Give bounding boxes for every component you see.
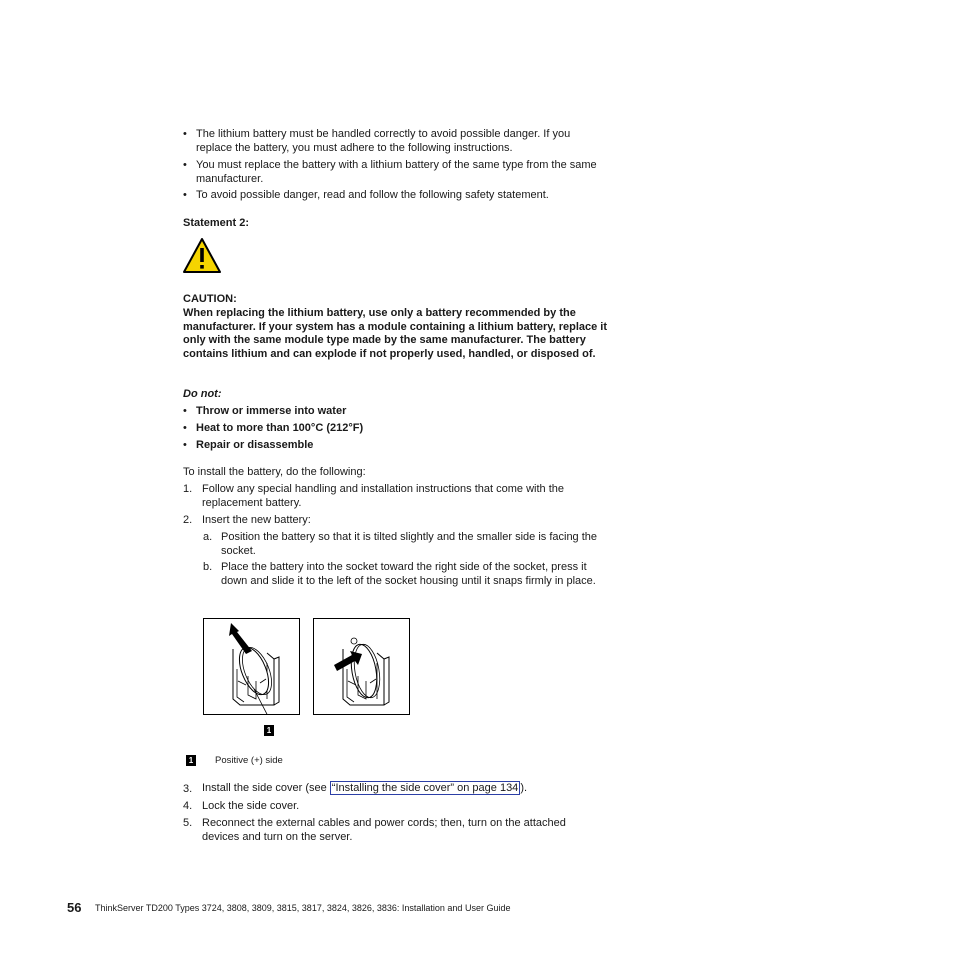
step-5-text: Reconnect the external cables and power cords; then, turn on the attached devices and turn on the server. — [202, 817, 566, 843]
battery-insert-figure-1 — [203, 618, 300, 715]
do-not-item-2: Heat to more than 100°C (212°F) — [196, 422, 364, 434]
battery-insert-figure-2 — [313, 618, 410, 715]
caution-text: When replacing the lithium battery, use only a battery recommended by the manufacturer. If your system has a module containing a lithium battery, replace it only with the same module type made by the same manufacturer. The battery contains lithium and can explode if not properly used, handled, or disposed of. — [183, 307, 608, 360]
step-number: 3. — [183, 783, 193, 795]
step-3-text — [202, 782, 527, 796]
footer-title: ThinkServer TD200 Types 3724, 3808, 3809, 3815, 3817, 3824, 3826, 3836: Installation and User Guide — [95, 903, 511, 913]
bullet-marker: • — [183, 422, 187, 434]
legend-callout: 1 — [186, 755, 196, 766]
do-not-item-3: Repair or disassemble — [196, 439, 314, 451]
battery-snap-illustration — [314, 619, 409, 714]
bullet-marker: • — [183, 189, 187, 201]
legend-text: Positive (+) side — [215, 755, 283, 766]
statement-title: Statement 2: — [183, 217, 250, 229]
step-number: 5. — [183, 817, 193, 829]
substep-letter: b. — [203, 561, 213, 573]
step-number: 2. — [183, 514, 193, 526]
substep-b-text: Place the battery into the socket toward the right side of the socket, press it down and slide it to the left of the socket housing until it snaps firmly in place. — [221, 561, 596, 587]
step-4-text: Lock the side cover. — [202, 800, 300, 812]
bullet-marker: • — [183, 128, 187, 140]
caution-label: CAUTION: — [183, 293, 237, 305]
step-1-text: Follow any special handling and installation instructions that come with the replacement battery. — [202, 483, 564, 509]
intro-bullet-2: You must replace the battery with a lithium battery of the same type from the same manufacturer. — [196, 159, 597, 185]
bullet-marker: • — [183, 405, 187, 417]
step-3-suffix: ). — [520, 782, 528, 794]
bullet-marker: • — [183, 439, 187, 451]
step-2-text: Insert the new battery: — [202, 514, 311, 526]
intro-bullet-3: To avoid possible danger, read and follow the following safety statement. — [196, 189, 549, 201]
install-intro: To install the battery, do the following: — [183, 466, 366, 478]
step-number: 1. — [183, 483, 193, 495]
substep-letter: a. — [203, 531, 213, 543]
step-number: 4. — [183, 800, 193, 812]
substep-a-text: Position the battery so that it is tilted slightly and the smaller side is facing the socket. — [221, 531, 598, 557]
page-number: 56 — [67, 900, 82, 915]
do-not-label: Do not: — [183, 388, 222, 400]
intro-bullet-1: The lithium battery must be handled correctly to avoid possible danger. If you replace the battery, you must adhere to the following instructions. — [196, 128, 571, 154]
bullet-marker: • — [183, 159, 187, 171]
callout-1: 1 — [264, 725, 274, 736]
step-3-prefix: Install the side cover (see — [202, 782, 330, 794]
do-not-item-1: Throw or immerse into water — [196, 405, 347, 417]
warning-triangle-icon — [182, 237, 222, 274]
installing-side-cover-link[interactable]: “Installing the side cover” on page 134 — [331, 782, 519, 794]
battery-socket-illustration — [204, 619, 299, 714]
